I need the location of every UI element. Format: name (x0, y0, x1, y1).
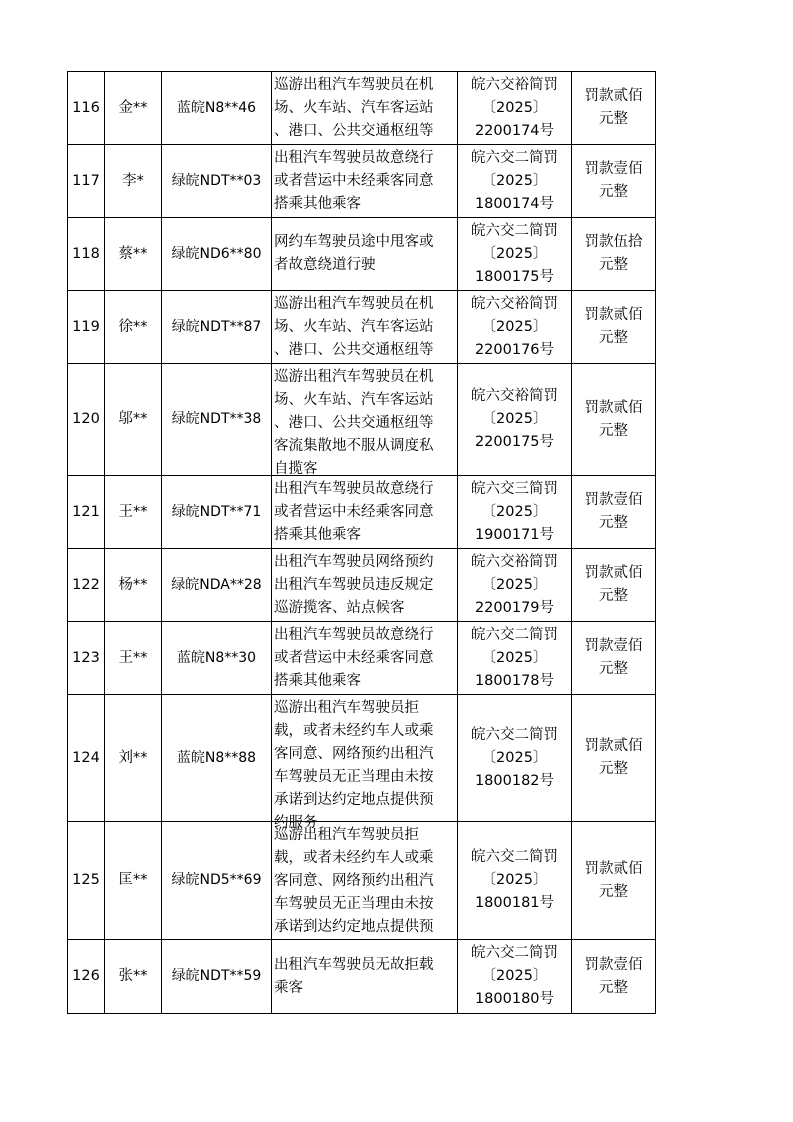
penalty-document-number (458, 218, 572, 291)
penalty-amount-line: 罚款贰佰 (584, 565, 643, 581)
document-number-line: 〔2025〕 (481, 872, 548, 888)
table-row (68, 822, 656, 940)
document-number-line: 皖六交裕简罚 (471, 388, 558, 404)
offender-name: 邬** (105, 364, 162, 476)
table-row (68, 940, 656, 1014)
penalty-document-number (458, 940, 572, 1014)
penalty-amount-line: 罚款壹佰 (584, 638, 643, 654)
violation-reason-line: 巡游揽客、站点候客 (274, 599, 405, 616)
document-number-line: 皖六交二简罚 (471, 726, 558, 743)
penalty-document-number (458, 476, 572, 549)
violation-reason-line: 出租汽车驾驶员违反规定 (274, 576, 434, 593)
penalty-document-number (458, 145, 572, 218)
table-row (68, 145, 656, 218)
violation-reason-line: 场、火车站、汽车客运站 (274, 391, 434, 408)
violation-reason-line: 场、火车站、汽车客运站 (274, 318, 434, 335)
license-plate: 绿皖NDA**28 (162, 549, 272, 622)
document-number-line: 皖六交三简罚 (471, 480, 558, 497)
offender-name: 张** (105, 940, 162, 1014)
table-row (68, 72, 656, 145)
row-number: 123 (68, 622, 105, 695)
license-plate: 绿皖NDT**03 (162, 145, 272, 218)
violation-reason-line: 者故意绕道行驶 (274, 257, 376, 273)
penalty-amount-line: 罚款壹佰 (584, 161, 643, 177)
penalty-amount (572, 476, 656, 549)
violation-reason-line: 、港口、公共交通枢纽等 (274, 341, 434, 358)
violation-reason (272, 476, 458, 549)
license-plate: 蓝皖N8**88 (162, 695, 272, 822)
penalty-document-number (458, 291, 572, 364)
violation-reason-line: 出租汽车驾驶员无故拒载 (274, 956, 434, 973)
penalty-amount (572, 622, 656, 695)
offender-name: 杨** (105, 549, 162, 622)
violation-reason (272, 145, 458, 218)
penalty-document-number (458, 72, 572, 145)
violation-reason (272, 364, 458, 476)
table-row (68, 695, 656, 822)
document-number-line: 〔2025〕 (481, 749, 548, 766)
violation-reason (272, 622, 458, 695)
penalty-document-number (458, 364, 572, 476)
violation-reason-line: 搭乘其他乘客 (274, 195, 361, 212)
violation-reason-line: 、港口、公共交通枢纽等 (274, 122, 434, 139)
table-row (68, 291, 656, 364)
violation-reason-line: 约服务 (274, 814, 318, 831)
violation-reason-line: 载，或者未经约车人或乘 (274, 722, 434, 739)
violation-reason (272, 695, 458, 831)
penalty-amount (572, 549, 656, 622)
document-number-line: 〔2025〕 (481, 99, 548, 116)
violation-reason-line: 巡游出租汽车驾驶员拒 (274, 826, 419, 843)
penalty-amount-line: 元整 (599, 588, 628, 604)
offender-name: 刘** (105, 695, 162, 822)
penalty-table-body (68, 72, 656, 1014)
violation-reason-line: 承诺到达约定地点提供预 (274, 791, 434, 808)
document-number-line: 2200179号 (474, 599, 555, 616)
offender-name: 王** (105, 476, 162, 549)
violation-reason-line: 自揽客 (274, 460, 318, 477)
violation-reason-line: 出租汽车驾驶员故意绕行 (274, 149, 434, 166)
violation-reason-line: 场、火车站、汽车客运站 (274, 99, 434, 116)
document-number-line: 1800178号 (474, 672, 555, 689)
penalty-amount (572, 695, 656, 822)
penalty-amount (572, 72, 656, 145)
violation-reason-line: 承诺到达约定地点提供预 (274, 918, 434, 935)
document-number-line: 皖六交二简罚 (471, 626, 558, 643)
penalty-amount-line: 元整 (599, 111, 628, 127)
table-row (68, 622, 656, 695)
penalty-amount-line: 元整 (599, 422, 628, 439)
violation-reason-line: 巡游出租汽车驾驶员拒 (274, 699, 419, 716)
offender-name: 王** (105, 622, 162, 695)
document-number-line: 1900171号 (474, 526, 555, 543)
license-plate: 绿皖NDT**38 (162, 364, 272, 476)
offender-name: 匡** (105, 822, 162, 940)
penalty-amount-line: 元整 (599, 661, 628, 677)
document-number-line: 皖六交二简罚 (471, 945, 558, 961)
table-row (68, 549, 656, 622)
penalty-amount-line: 罚款贰佰 (584, 399, 643, 416)
violation-reason-line: 巡游出租汽车驾驶员在机 (274, 368, 434, 385)
penalty-document-number (458, 549, 572, 622)
penalty-amount (572, 218, 656, 291)
document-number-line: 2200174号 (474, 122, 555, 139)
document-number-line: 2200176号 (474, 341, 555, 358)
violation-reason (272, 822, 458, 940)
penalty-amount-line: 元整 (599, 979, 628, 996)
document-number-line: 〔2025〕 (481, 245, 548, 262)
row-number: 126 (68, 940, 105, 1014)
violation-reason (272, 549, 458, 622)
violation-reason-line: 车驾驶员无正当理由未按 (274, 895, 434, 912)
document-number-line: 〔2025〕 (481, 968, 548, 984)
violation-reason-line: 巡游出租汽车驾驶员在机 (274, 295, 434, 312)
penalty-document-number (458, 822, 572, 940)
penalty-amount (572, 291, 656, 364)
license-plate: 蓝皖N8**30 (162, 622, 272, 695)
penalty-table (67, 71, 656, 1014)
penalty-amount (572, 822, 656, 940)
violation-reason-line: 客同意、网络预约出租汽 (274, 872, 434, 889)
license-plate: 绿皖ND5**69 (162, 822, 272, 940)
violation-reason-line: 或者营运中未经乘客同意 (274, 503, 434, 520)
penalty-amount-line: 罚款壹佰 (584, 492, 643, 508)
license-plate: 绿皖NDT**71 (162, 476, 272, 549)
offender-name: 徐** (105, 291, 162, 364)
penalty-amount-line: 罚款贰佰 (584, 860, 643, 877)
document-number-line: 皖六交裕简罚 (471, 295, 558, 312)
document-number-line: 〔2025〕 (481, 318, 548, 335)
penalty-amount-line: 元整 (599, 515, 628, 531)
document-number-line: 皖六交裕简罚 (471, 553, 558, 570)
document-number-line: 皖六交二简罚 (471, 849, 558, 865)
row-number: 117 (68, 145, 105, 218)
penalty-amount-line: 元整 (599, 257, 628, 273)
penalty-amount-line: 罚款贰佰 (584, 88, 643, 104)
violation-reason-line: 巡游出租汽车驾驶员在机 (274, 76, 434, 93)
row-number: 116 (68, 72, 105, 145)
document-number-line: 1800174号 (474, 195, 555, 212)
penalty-amount-line: 元整 (599, 184, 628, 200)
violation-reason-line: 出租汽车驾驶员网络预约 (274, 553, 434, 570)
penalty-amount-line: 元整 (599, 330, 628, 346)
license-plate: 绿皖ND6**80 (162, 218, 272, 291)
row-number: 120 (68, 364, 105, 476)
row-number: 124 (68, 695, 105, 822)
penalty-amount (572, 364, 656, 476)
document-number-line: 1800175号 (474, 268, 555, 285)
violation-reason-line: 搭乘其他乘客 (274, 672, 361, 689)
violation-reason-line: 乘客 (274, 979, 303, 996)
penalty-amount-line: 元整 (599, 761, 628, 777)
document-number-line: 皖六交二简罚 (471, 222, 558, 239)
document-number-line: 〔2025〕 (481, 649, 548, 666)
violation-reason-line: 或者营运中未经乘客同意 (274, 172, 434, 189)
license-plate: 蓝皖N8**46 (162, 72, 272, 145)
violation-reason-line: 客流集散地不服从调度私 (274, 437, 434, 454)
violation-reason (272, 218, 458, 291)
document-number-line: 1800181号 (474, 895, 555, 911)
violation-reason-line: 或者营运中未经乘客同意 (274, 649, 434, 666)
penalty-amount (572, 145, 656, 218)
license-plate: 绿皖NDT**87 (162, 291, 272, 364)
document-number-line: 皖六交二简罚 (471, 149, 558, 166)
violation-reason-line: 客同意、网络预约出租汽 (274, 745, 434, 762)
violation-reason-line: 搭乘其他乘客 (274, 526, 361, 543)
penalty-document-number (458, 695, 572, 822)
table-row (68, 218, 656, 291)
violation-reason (272, 940, 458, 1014)
penalty-amount-line: 元整 (599, 883, 628, 900)
penalty-amount-line: 罚款贰佰 (584, 738, 643, 754)
document-number-line: 〔2025〕 (481, 576, 548, 593)
row-number: 119 (68, 291, 105, 364)
document-number-line: 1800182号 (474, 772, 555, 789)
document-number-line: 〔2025〕 (481, 172, 548, 189)
violation-reason-line: 网约车驾驶员途中甩客或 (274, 234, 434, 250)
table-row (68, 476, 656, 549)
offender-name: 李* (105, 145, 162, 218)
table-row (68, 364, 656, 476)
document-number-line: 〔2025〕 (481, 503, 548, 520)
row-number: 118 (68, 218, 105, 291)
license-plate: 绿皖NDT**59 (162, 940, 272, 1014)
penalty-document-number (458, 622, 572, 695)
violation-reason (272, 72, 458, 145)
document-number-line: 1800180号 (474, 991, 555, 1007)
penalty-amount (572, 940, 656, 1014)
offender-name: 蔡** (105, 218, 162, 291)
row-number: 125 (68, 822, 105, 940)
document-number-line: 〔2025〕 (481, 411, 548, 427)
violation-reason-line: 车驾驶员无正当理由未按 (274, 768, 434, 785)
violation-reason-line: 出租汽车驾驶员故意绕行 (274, 480, 434, 497)
penalty-amount-line: 罚款壹佰 (584, 956, 643, 973)
document-number-line: 2200175号 (474, 434, 555, 450)
row-number: 121 (68, 476, 105, 549)
penalty-amount-line: 罚款伍拾 (584, 234, 643, 250)
violation-reason-line: 、港口、公共交通枢纽等 (274, 414, 434, 431)
row-number: 122 (68, 549, 105, 622)
document-number-line: 皖六交裕简罚 (471, 76, 558, 93)
penalty-amount-line: 罚款贰佰 (584, 307, 643, 323)
violation-reason-line: 出租汽车驾驶员故意绕行 (274, 626, 434, 643)
violation-reason-line: 载，或者未经约车人或乘 (274, 849, 434, 866)
violation-reason (272, 291, 458, 364)
offender-name: 金** (105, 72, 162, 145)
